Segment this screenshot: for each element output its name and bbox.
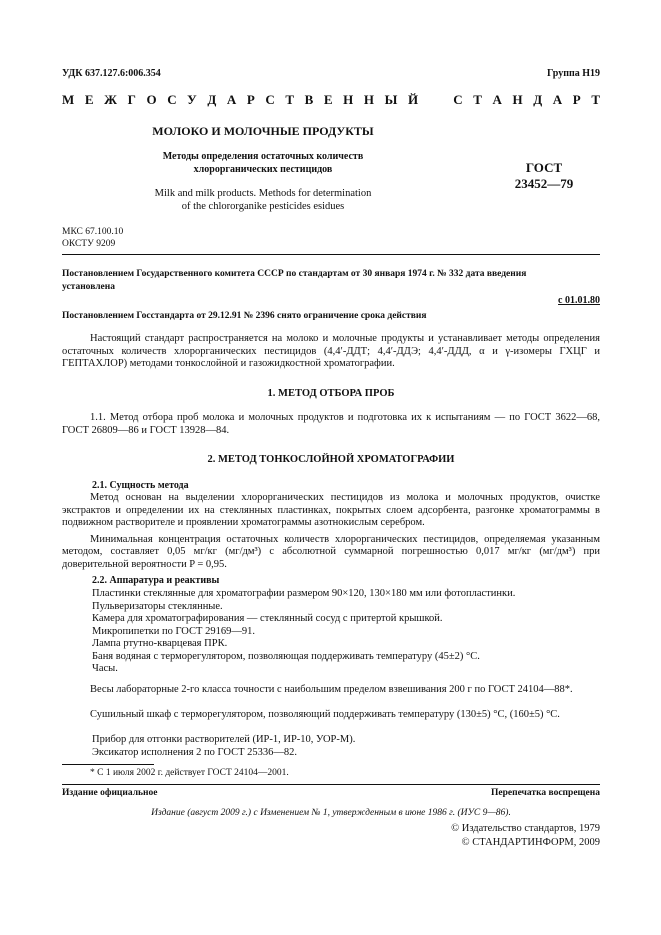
intro-paragraph xyxy=(62,333,600,371)
banner-letter: С xyxy=(453,92,463,107)
group-code: Группа Н19 xyxy=(547,68,600,79)
udk-code: УДК 637.127.6:006.354 xyxy=(62,68,161,79)
subtitle-line-2: хлорорганических пестицидов xyxy=(193,163,333,175)
gost-number: 23452—79 xyxy=(514,176,574,191)
okstu-code: ОКСТУ 9209 xyxy=(62,239,116,249)
edition-note: Издание (август 2009 г.) с Изменением № 1, утвержденным в июне 1986 г. (ИУС 9—86). xyxy=(151,808,511,818)
min-concentration-text: Минимальная концентрация остаточных количеств хлорорганических пестицидов, определяемая указанным методом, составляет 0,05 мг/кг (мг/дм³) с абсолютной суммарной погрешностью 0,017 мг/кг (мг/дм³) при доверительной вероятности P = 0,95. xyxy=(62,533,600,570)
banner-letter: М xyxy=(62,92,75,107)
banner-letter: Ы xyxy=(384,92,398,107)
footnote: * С 1 июля 2002 г. действует ГОСТ 24104—2001. xyxy=(90,768,289,778)
banner-letter: В xyxy=(304,92,314,107)
banner-letter: Р xyxy=(246,92,255,107)
banner-letter: О xyxy=(146,92,157,107)
scales-text: Весы лабораторные 2-го класса точности с наибольшим пределом взвешивания 200 г по ГОСТ 24104—88*. xyxy=(90,684,573,695)
banner-letter: Н xyxy=(343,92,354,107)
decree-line-2: установлена xyxy=(62,281,115,292)
oven-text: Сушильный шкаф с терморегулятором, позволяющий поддерживать температуру (130±5) °С, (160±5) °С. xyxy=(90,709,560,720)
document-subtitle xyxy=(120,151,406,176)
banner-letter: Т xyxy=(473,92,482,107)
decree-line-1: Постановлением Государственного комитета СССР по стандартам от 30 января 1974 г. № 332 дата введения xyxy=(62,269,527,279)
subtitle-line-1: Методы определения остаточных количеств xyxy=(162,151,364,162)
banner-letter: Т xyxy=(285,92,295,107)
banner-letter: Д xyxy=(533,92,543,107)
document-title: МОЛОКО И МОЛОЧНЫЕ ПРОДУКТЫ xyxy=(152,124,374,138)
english-title xyxy=(110,187,416,213)
english-title-line-2: of the chlororganike pesticides esidues xyxy=(181,201,345,212)
list-item: Прибор для отгонки растворителей (ИР-1, ИР-10, УОР-М). xyxy=(92,734,356,745)
decree-limit-removed: Постановлением Госстандарта от 29.12.91 № 2396 снято ограничение срока действия xyxy=(62,311,427,321)
banner-letter xyxy=(429,92,443,108)
banner-letter: Е xyxy=(84,92,94,107)
section-1-text: 1.1. Метод отбора проб молока и молочных продуктов и подготовка их к испытаниям — по ГОСТ 3622—68, ГОСТ 26809—86 и ГОСТ 13928—84. xyxy=(62,412,600,436)
footer-divider xyxy=(62,784,600,785)
list-item: Микропипетки по ГОСТ 29169—91. xyxy=(92,625,255,637)
banner-letter: Г xyxy=(127,92,136,107)
equipment-list xyxy=(92,588,515,676)
english-title-line-1: Milk and milk products. Methods for determination xyxy=(154,188,372,199)
header-divider xyxy=(62,254,600,255)
standard-banner xyxy=(62,92,600,108)
list-item: Пульверизаторы стеклянные. xyxy=(92,600,223,612)
copyright-publisher: © Издательство стандартов, 1979 xyxy=(451,823,600,834)
equipment-list-continued xyxy=(92,734,355,759)
subsection-2-1-body xyxy=(62,492,600,571)
footnote-divider xyxy=(62,764,154,765)
banner-letter: У xyxy=(187,92,197,107)
list-item: Лампа ртутно-кварцевая ПРК. xyxy=(92,638,228,649)
banner-letter: Й xyxy=(407,92,419,107)
mks-code: МКС 67.100.10 xyxy=(62,227,124,237)
scales-item xyxy=(62,684,600,697)
section-1-heading: 1. МЕТОД ОТБОРА ПРОБ xyxy=(267,388,395,399)
banner-letter: Е xyxy=(323,92,333,107)
banner-letter: Н xyxy=(363,92,375,107)
banner-letter: Р xyxy=(572,92,581,107)
official-edition-label: Издание официальное xyxy=(62,788,158,798)
banner-letter: А xyxy=(552,92,563,107)
banner-letter: Т xyxy=(591,92,600,107)
list-item: Камера для хроматографирования — стеклянный сосуд с притертой крышкой. xyxy=(92,613,443,624)
list-item: Пластинки стеклянные для хроматографии размером 90×120, 130×180 мм или фотопластинки. xyxy=(92,588,516,599)
copyright-standartinform: © СТАНДАРТИНФОРМ, 2009 xyxy=(461,837,600,848)
banner-letter: Н xyxy=(512,92,523,107)
section-2-heading: 2. МЕТОД ТОНКОСЛОЙНОЙ ХРОМАТОГРАФИИ xyxy=(207,454,455,465)
banner-letter: А xyxy=(226,92,237,107)
list-item: Эксикатор исполнения 2 по ГОСТ 25336—82. xyxy=(92,746,297,758)
gost-label: ГОСТ xyxy=(525,160,563,175)
gost-designation xyxy=(496,160,592,192)
list-item: Часы. xyxy=(92,663,118,674)
reprint-notice: Перепечатка воспрещена xyxy=(490,788,600,798)
intro-text: Настоящий стандарт распространяется на молоко и молочные продукты и устанавливает методы определения остаточных количеств хлорорганических пестицидов (4,4′-ДДТ; 4,4′-ДДЭ; 4,4′-ДДД, α и γ-изомеры ГХЦГ и ГЕПТАХЛОР) методами тонкослойной и газожидкостной хроматографии. xyxy=(62,333,600,369)
section-1-body xyxy=(62,412,600,437)
subsection-2-1-heading: 2.1. Сущность метода xyxy=(92,480,189,491)
banner-letter: С xyxy=(167,92,177,107)
classification-codes xyxy=(62,226,123,250)
decree-introduction xyxy=(62,268,600,293)
banner-letter: Ж xyxy=(104,92,117,107)
banner-letter: С xyxy=(265,92,275,107)
subsection-2-2-heading: 2.2. Аппаратура и реактивы xyxy=(92,575,220,586)
banner-letter: Д xyxy=(207,92,217,107)
list-item: Баня водяная с терморегулятором, позволяющая поддерживать температуру (45±2) °С. xyxy=(92,650,480,662)
method-principle-text: Метод основан на выделении хлорорганических пестицидов из молока и молочных продуктов, очистке экстрактов и определении их на стеклянных пластинках, покрытых слоем адсорбента, разгонке хроматограммы в подвижном растворителе и проявлении хроматограммы азотнокислым серебром. xyxy=(62,492,600,528)
oven-item xyxy=(62,709,600,722)
introduction-date: с 01.01.80 xyxy=(558,295,600,306)
banner-letter: А xyxy=(492,92,502,107)
